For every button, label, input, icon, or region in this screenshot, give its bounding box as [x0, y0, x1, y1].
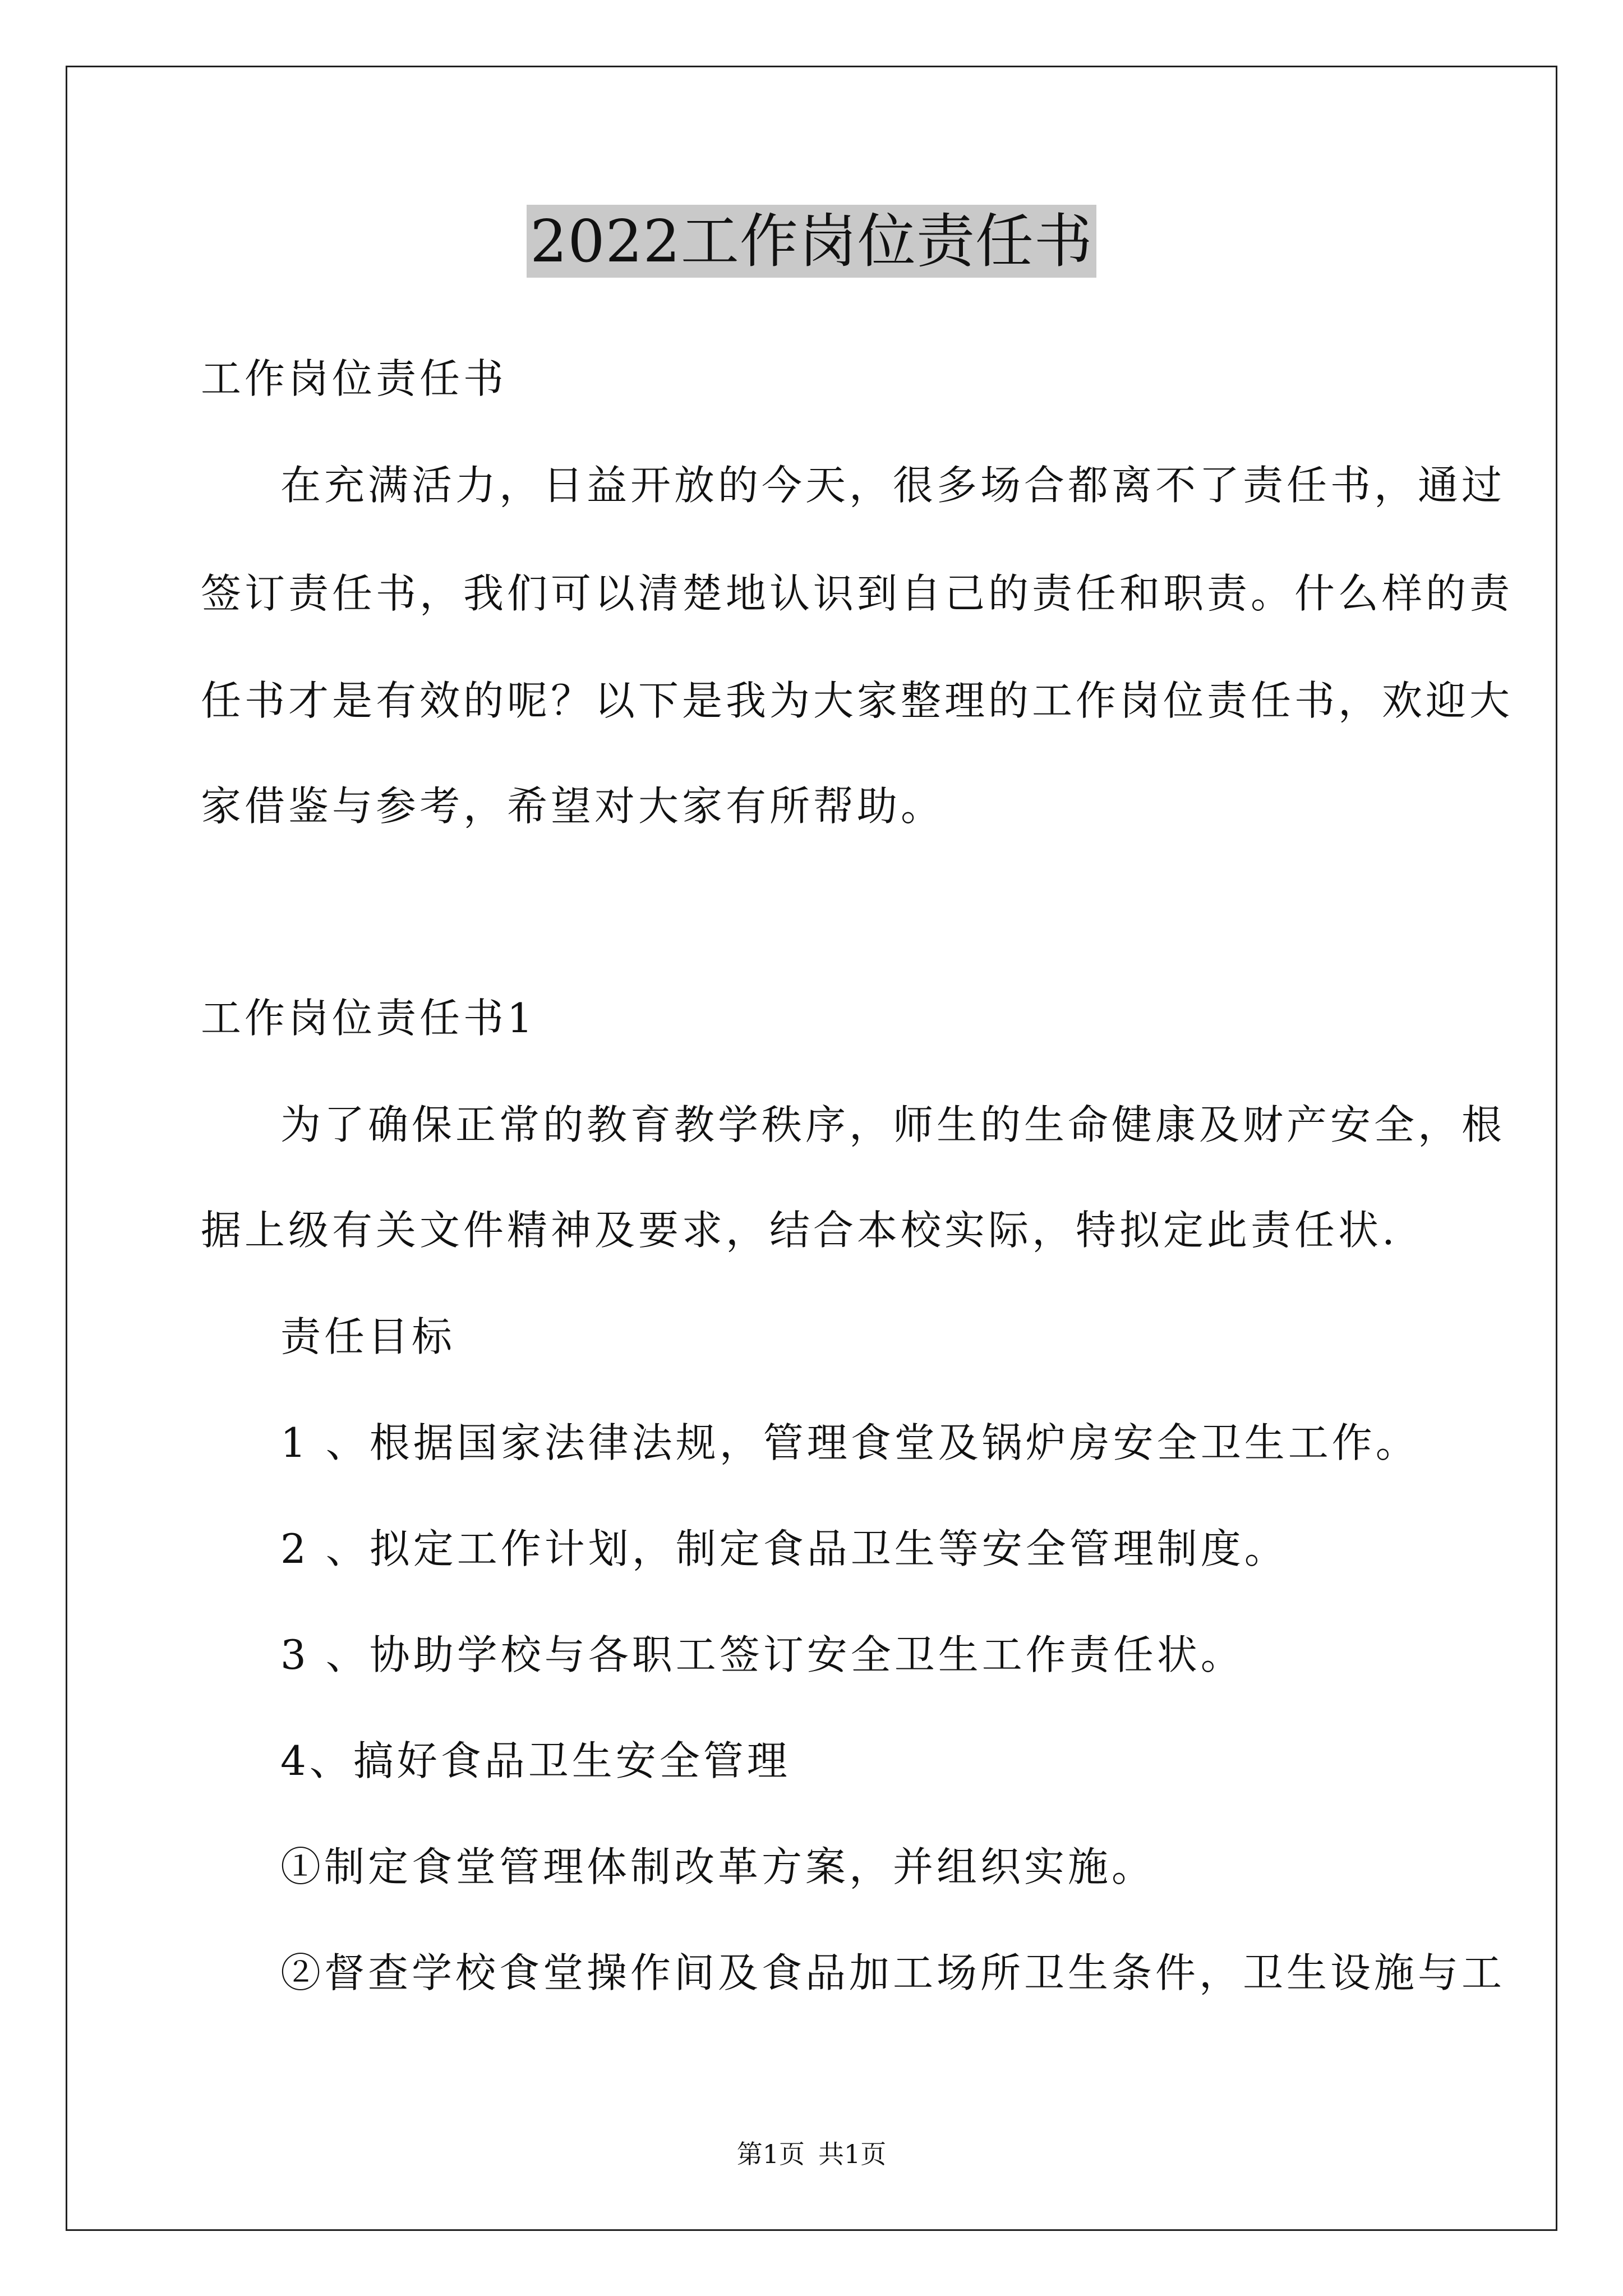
title-container: [0, 205, 1623, 278]
list-item: 3 、协助学校与各职工签订安全卫生工作责任状。: [280, 1631, 1244, 1678]
list-item: 1 、根据国家法律法规，管理食堂及锅炉房安全卫生工作。: [280, 1419, 1419, 1466]
list-item: ①制定食堂管理体制改革方案，并组织实施。: [280, 1843, 1156, 1890]
list-item: ②督查学校食堂操作间及食品加工场所卫生条件，卫生设施与工: [280, 1949, 1506, 1996]
paragraph-line: 据上级有关文件精神及要求，结合本校实际，特拟定此责任状.: [201, 1207, 1398, 1254]
subheading: 责任目标: [280, 1313, 456, 1360]
page-total: 共1页: [818, 2139, 887, 2169]
document-title: 2022工作岗位责任书: [527, 205, 1096, 278]
paragraph-line: 签订责任书，我们可以清楚地认识到自己的责任和职责。什么样的责: [201, 570, 1514, 617]
list-item: 4、搞好食品卫生安全管理: [280, 1737, 791, 1784]
page-number: 第1页: [736, 2139, 805, 2169]
page-footer: [0, 2138, 1623, 2170]
section-heading: 工作岗位责任书1: [201, 995, 536, 1042]
paragraph-line: 为了确保正常的教育教学秩序，师生的生命健康及财产安全，根: [280, 1101, 1506, 1148]
paragraph-line: 在充满活力，日益开放的今天，很多场合都离不了责任书，通过: [280, 462, 1506, 509]
section-heading: 工作岗位责任书: [201, 355, 508, 402]
list-item: 2 、拟定工作计划，制定食品卫生等安全管理制度。: [280, 1525, 1288, 1572]
paragraph-line: 任书才是有效的呢？以下是我为大家整理的工作岗位责任书，欢迎大: [201, 677, 1514, 724]
paragraph-line: 家借鉴与参考，希望对大家有所帮助。: [201, 783, 945, 830]
